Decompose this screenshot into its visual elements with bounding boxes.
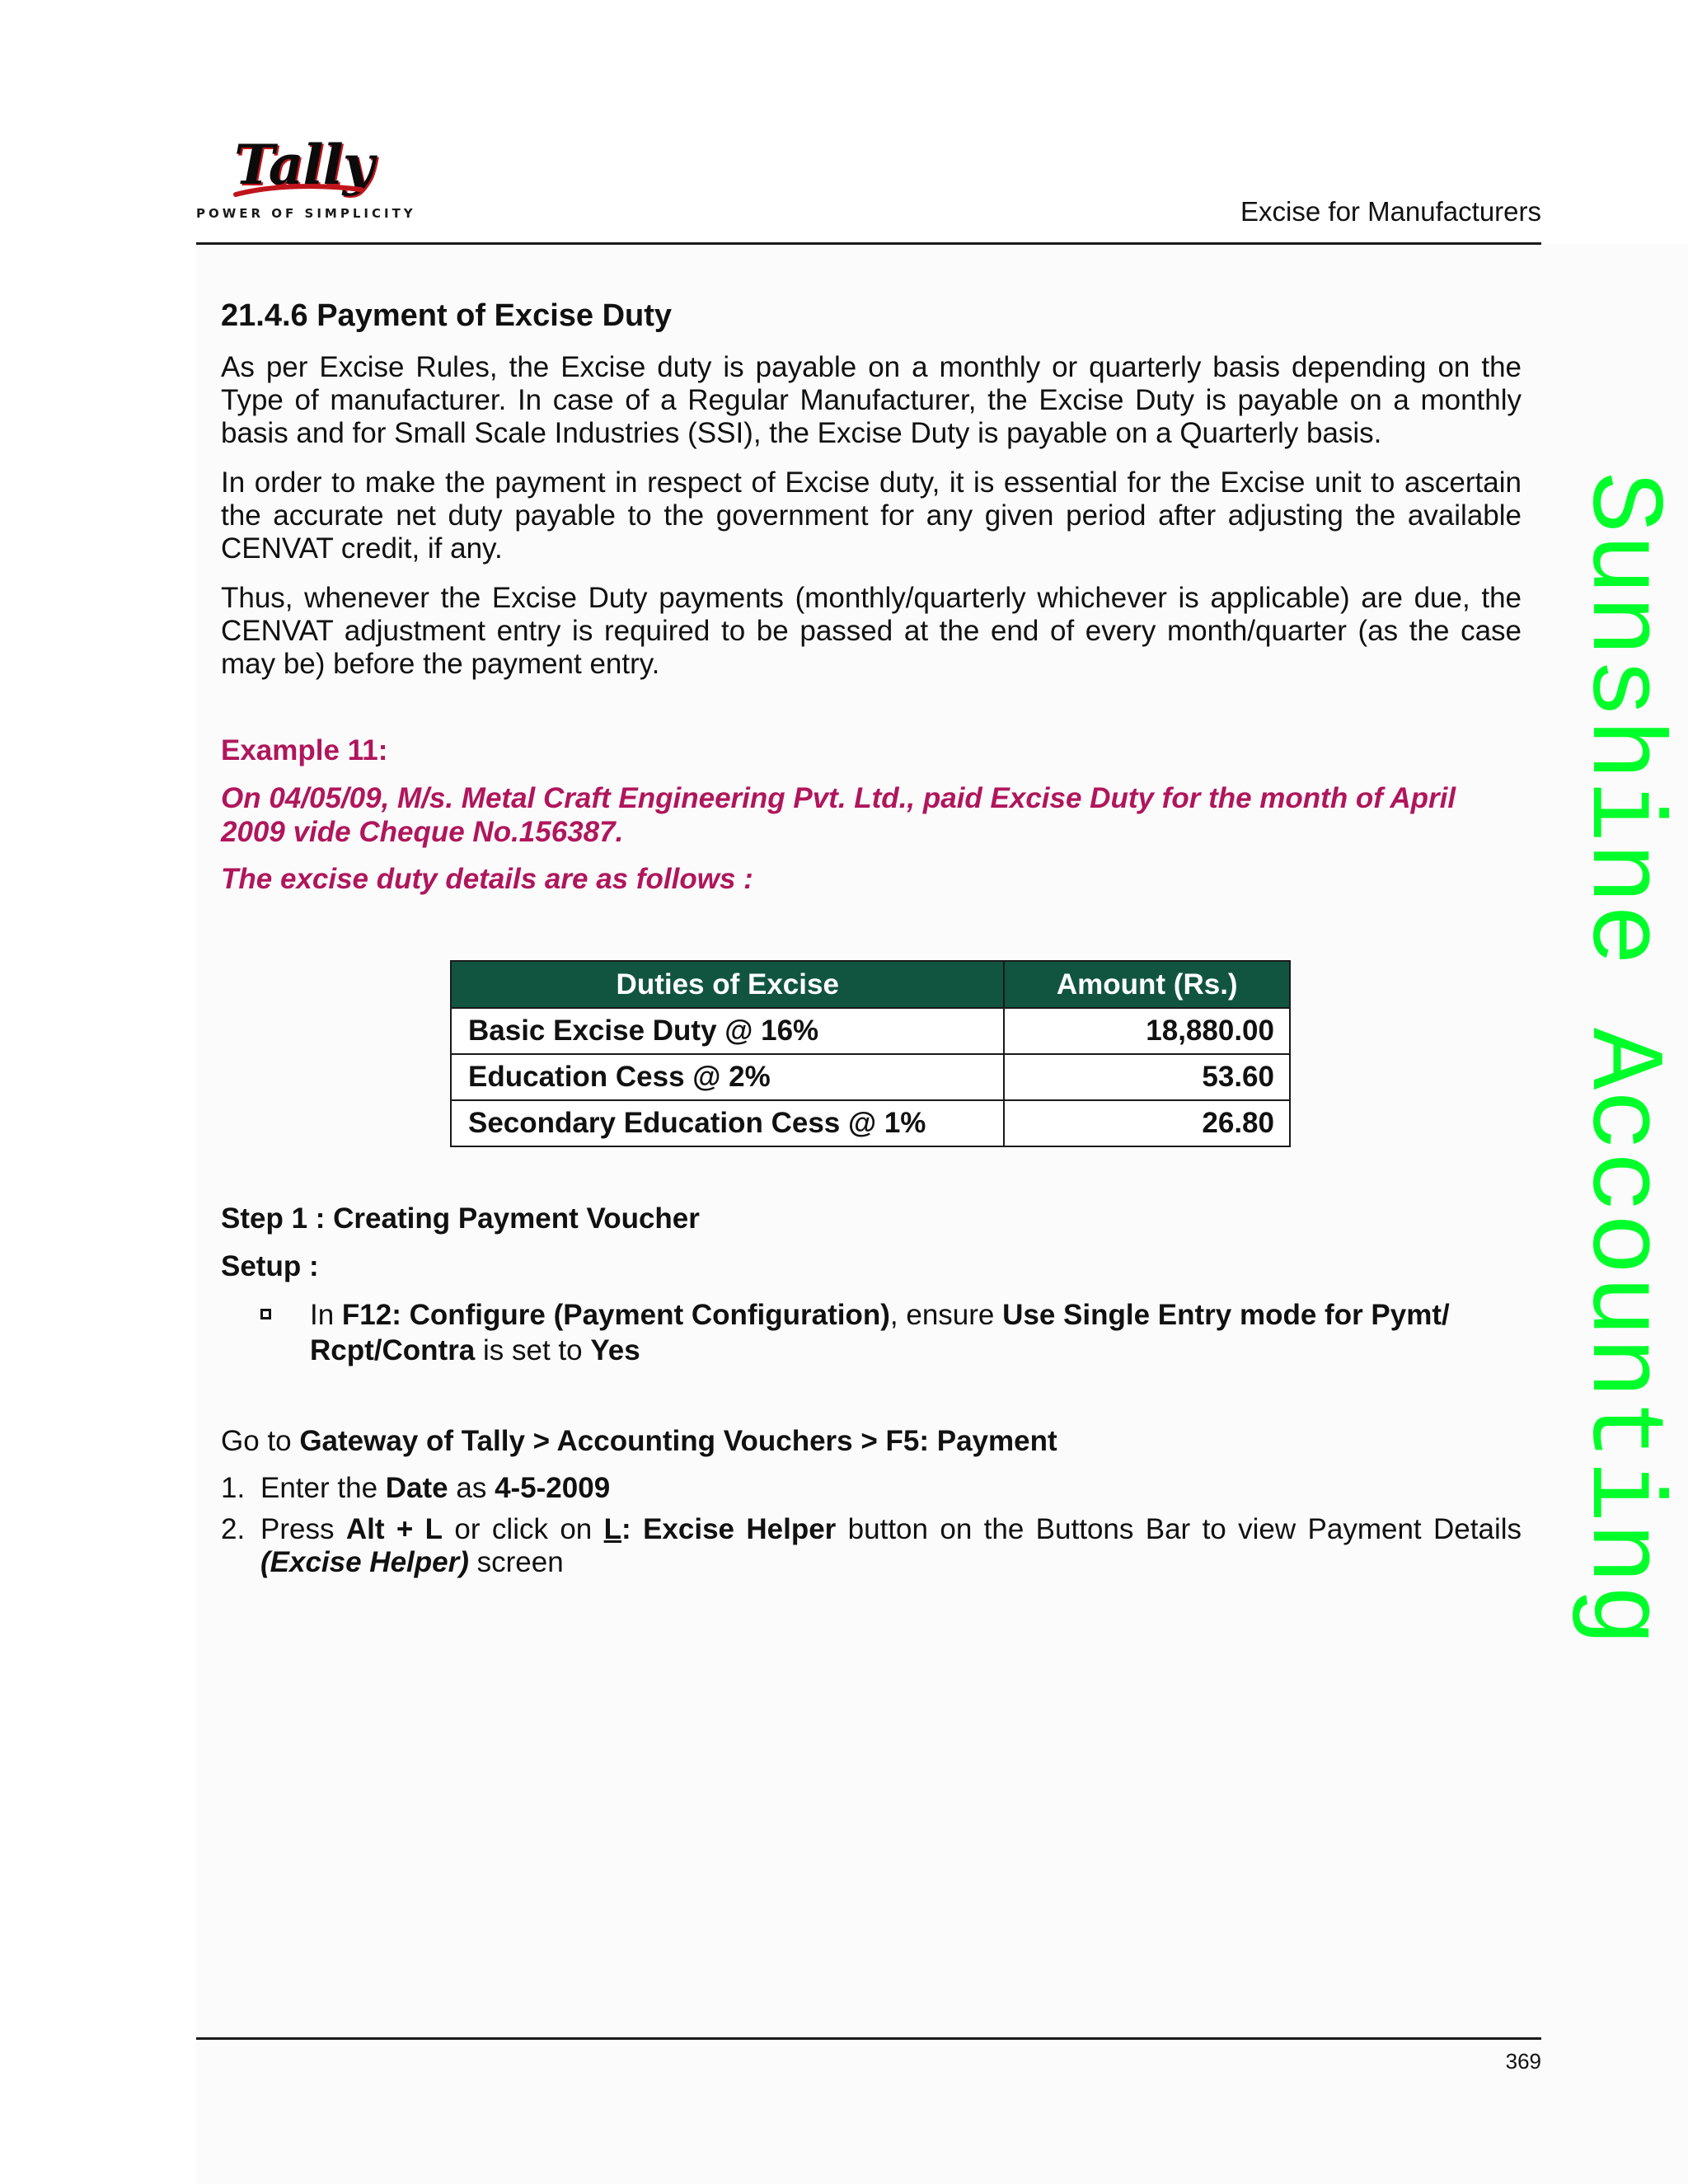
list-number: 2. [221, 1513, 246, 1545]
logo-tagline: POWER OF SIMPLICITY [196, 206, 416, 221]
instruction-keys: Alt + L [345, 1513, 443, 1545]
bullet-option-name: Use Single Entry mode for Pymt/ Rcpt/Contra [310, 1299, 1450, 1366]
goto-prefix: Go to [221, 1425, 300, 1457]
duty-table [450, 960, 1291, 1147]
duty-name-cell: Secondary Education Cess @ 1% [451, 1100, 1004, 1146]
table-row [451, 1054, 1290, 1100]
goto-path: Gateway of Tally > Accounting Vouchers > F5: Payment [299, 1425, 1057, 1457]
instruction-text: as [448, 1472, 495, 1504]
instruction-value: 4-5-2009 [495, 1472, 611, 1504]
tally-logo [195, 132, 416, 224]
square-bullet-icon [260, 1309, 271, 1319]
duty-amount-cell: 18,880.00 [1004, 1008, 1290, 1054]
list-item [221, 1513, 1522, 1579]
table-row [451, 1008, 1290, 1054]
instruction-text: Press [260, 1513, 346, 1545]
setup-title: Setup : [221, 1250, 319, 1282]
instruction-field: Date [385, 1472, 448, 1504]
bullet-value: Yes [590, 1334, 640, 1366]
column-header-duties: Duties of Excise [451, 961, 1004, 1008]
footer-divider [196, 2037, 1541, 2040]
instruction-text: Enter the [260, 1472, 386, 1504]
logo-wordmark: Tally [234, 133, 374, 197]
example-description: On 04/05/09, M/s. Metal Craft Engineering Pvt. Ltd., paid Excise Duty for the month of April 2009 vide Cheque No.156387. [221, 782, 1456, 848]
instruction-text: button on the Buttons Bar to view Payment Details [836, 1513, 1522, 1545]
table-row [451, 1100, 1290, 1146]
instruction-screen-name: (Excise Helper) [260, 1546, 469, 1578]
paragraph-2: In order to make the payment in respect of Excise duty, it is essential for the Excise unit to ascertain the accurate net duty payable to the government for any given period after adjusting the available CENVAT credit, if any. [221, 466, 1522, 565]
excise-helper-button-ref [604, 1513, 837, 1545]
duty-amount-cell: 53.60 [1004, 1054, 1290, 1100]
bullet-config-name: F12: Configure (Payment Configuration) [341, 1299, 890, 1331]
setup-bullet [221, 1297, 1522, 1368]
example-intro: The excise duty details are as follows : [221, 863, 753, 895]
bullet-prefix: In [310, 1299, 342, 1331]
instruction-text: screen [468, 1546, 564, 1578]
step-1-title: Step 1 : Creating Payment Voucher [221, 1202, 700, 1235]
button-shortcut-key: L [603, 1513, 622, 1545]
duty-name-cell: Education Cess @ 2% [451, 1054, 1004, 1100]
duty-name-cell: Basic Excise Duty @ 16% [451, 1008, 1004, 1054]
bullet-middle: , ensure [889, 1299, 1003, 1331]
header-divider [196, 242, 1541, 245]
column-header-amount: Amount (Rs.) [1004, 961, 1290, 1008]
paragraph-3: Thus, whenever the Excise Duty payments (monthly/quarterly whichever is applicable) are due, the CENVAT adjustment entry is required to be passed at the end of every month/quarter (as the case may be) before the payment entry. [221, 582, 1522, 680]
example-title: Example 11: [221, 734, 388, 766]
table-header-row [451, 961, 1290, 1008]
goto-instruction [221, 1424, 1522, 1459]
watermark-text: Sunshine Accounting [1563, 471, 1680, 1647]
bullet-suffix: is set to [475, 1334, 591, 1366]
instruction-list [221, 1472, 1522, 1579]
list-number: 1. [221, 1472, 246, 1504]
instruction-text: or click on [443, 1513, 604, 1545]
paragraph-1: As per Excise Rules, the Excise duty is payable on a monthly or quarterly basis depending on the Type of manufacturer. In case of a Regular Manufacturer, the Excise Duty is payable on a monthly basis and for Small Scale Industries (SSI), the Excise Duty is payable on a Quarterly basis. [221, 351, 1522, 449]
duty-amount-cell: 26.80 [1004, 1100, 1290, 1146]
list-item [221, 1472, 1522, 1505]
page-number: 369 [1505, 2049, 1541, 2074]
button-label-rest: : Excise Helper [621, 1513, 837, 1545]
section-title: 21.4.6 Payment of Excise Duty [221, 298, 673, 333]
chapter-title: Excise for Manufacturers [1240, 196, 1541, 227]
logo-swoosh-icon [232, 181, 364, 201]
main-content [221, 297, 1522, 1587]
